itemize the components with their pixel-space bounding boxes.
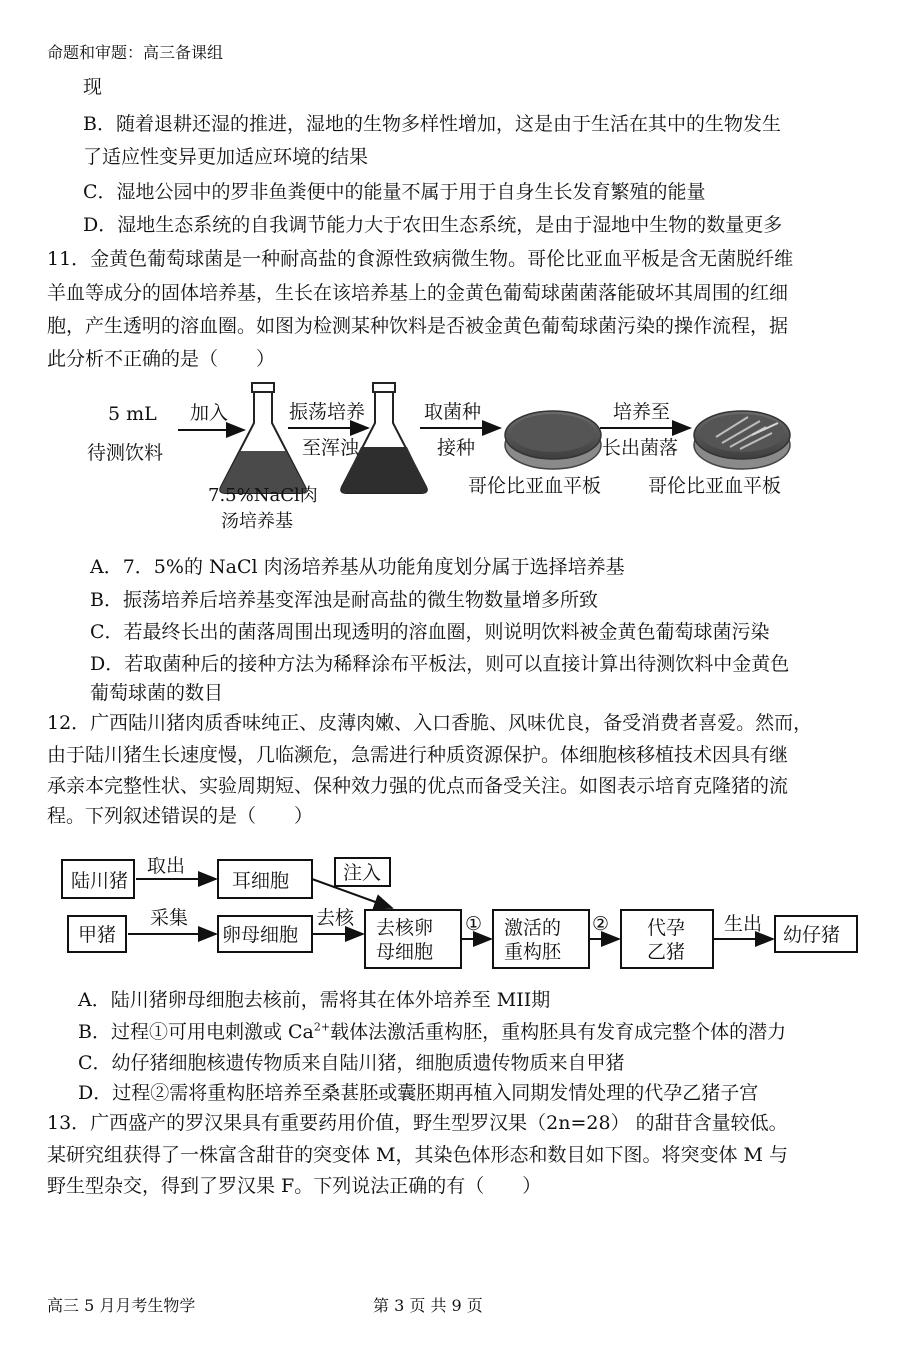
surrogate-label-1: 代孕 [647, 917, 686, 939]
q12-stem-line2: 由于陆川猪生长速度慢，几临濒危，急需进行种质资源保护。体细胞核移植技术因具有继 [47, 744, 789, 766]
medium-label-1: 7.5%NaCl肉 [208, 485, 318, 506]
q12-option-b [78, 1019, 786, 1045]
enucleated-label-2: 母细胞 [376, 941, 434, 963]
plate-label-2: 哥伦比亚血平板 [648, 475, 782, 497]
plate-label-1: 哥伦比亚血平板 [468, 475, 602, 497]
q10-option-d: D．湿地生态系统的自我调节能力大于农田生态系统，是由于湿地中生物的数量更多 [83, 214, 783, 236]
q12-option-b-post: 载体法激活重构胚，重构胚具有发育成完整个体的潜力 [330, 1021, 787, 1043]
surrogate-label-2: 乙猪 [647, 941, 686, 963]
q10-option-b-line1: B．随着退耕还湿的推进，湿地的生物多样性增加，这是由于生活在其中的生物发生 [83, 113, 781, 135]
q12-option-b-pre: B．过程①可用电刺激或 Ca [78, 1021, 314, 1043]
q12-option-a: A．陆川猪卵母细胞去核前，需将其在体外培养至 MII期 [78, 989, 551, 1011]
blood-plate-icon-1 [505, 411, 601, 469]
born-label: 生出 [724, 913, 763, 935]
q12-stem-line4: 程。下列叙述错误的是（ ） [47, 805, 314, 827]
q11-stem-line4: 此分析不正确的是（ ） [47, 348, 276, 370]
q12-option-d: D．过程②需将重构胚培养至桑葚胚或囊胚期再植入同期发情处理的代孕乙猪子宫 [78, 1082, 759, 1104]
incubate-label-1: 培养至 [613, 401, 671, 423]
collect-label: 采集 [150, 907, 189, 929]
q11-option-c: C．若最终长出的菌落周围出现透明的溶血圈，则说明饮料被金黄色葡萄球菌污染 [90, 621, 770, 643]
q11-stem-line1: 11．金黄色葡萄球菌是一种耐高盐的食源性致病微生物。哥伦比亚血平板是含无菌脱纤维 [47, 248, 794, 270]
sample-volume-label: 5 mL [108, 403, 157, 425]
q11-stem-line2: 羊血等成分的固体培养基，生长在该培养基上的金黄色葡萄球菌菌落能破坏其周围的红细 [47, 282, 789, 304]
q10-option-b-line2: 了适应性变异更加适应环境的结果 [83, 146, 369, 168]
incubate-label-2: 长出菌落 [602, 437, 679, 459]
q11-stem-line3: 胞，产生透明的溶血圈。如图为检测某种饮料是否被金黄色葡萄球菌污染的操作流程，据 [47, 315, 789, 337]
q11-option-b: B．振荡培养后培养基变浑浊是耐高盐的微生物数量增多所致 [90, 589, 598, 611]
sample-name-label: 待测饮料 [87, 442, 164, 464]
q11-option-d-line2: 葡萄球菌的数目 [90, 682, 224, 704]
q12-stem-line3: 承亲本完整性状、实验周期短、保种效力强的优点而备受关注。如图表示培育克隆猪的流 [47, 775, 789, 797]
ear-cell-label: 耳细胞 [232, 870, 290, 892]
medium-label-2: 汤培养基 [221, 511, 293, 532]
page-header: 命题和审题：高三备课组 [47, 43, 224, 62]
luchuan-pig-label: 陆川猪 [71, 870, 129, 892]
inject-label: 注入 [343, 862, 382, 884]
add-label: 加入 [190, 402, 229, 424]
enucleated-label-1: 去核卵 [376, 917, 434, 939]
takeout-label: 取出 [147, 855, 186, 877]
enucleate-label: 去核 [316, 907, 355, 929]
footer-subject: 高三 5 月月考生物学 [47, 1296, 196, 1315]
q12-stem-line1: 12．广西陆川猪肉质香味纯正、皮薄肉嫩、入口香脆、风味优良，备受消费者喜爱。然而， [47, 712, 813, 734]
q11-option-d-line1: D．若取菌种后的接种方法为稀释涂布平板法，则可以直接计算出待测饮料中金黄色 [90, 653, 790, 675]
jia-pig-label: 甲猪 [78, 924, 117, 946]
piglet-label: 幼仔猪 [783, 924, 841, 946]
flask-icon-1 [220, 383, 306, 493]
q11-flow-diagram [0, 375, 900, 545]
footer-page-number: 第 3 页 共 9 页 [373, 1296, 483, 1315]
q13-stem-line3: 野生型杂交，得到了罗汉果 F。下列说法正确的有（ ） [47, 1175, 542, 1197]
q10-option-c: C．湿地公园中的罗非鱼粪便中的能量不属于用于自身生长发育繁殖的能量 [83, 181, 706, 203]
step1-label: ① [465, 913, 483, 935]
q13-stem-line2: 某研究组获得了一株富含甜苷的突变体 M，其染色体形态和数目如下图。将突变体 M 与 [47, 1144, 789, 1166]
activated-label-2: 重构胚 [504, 941, 562, 963]
shake-label-2: 至浑浊 [302, 437, 360, 459]
step2-label: ② [592, 913, 610, 935]
q12-cloning-flow-diagram [0, 850, 900, 975]
activated-label-1: 激活的 [504, 917, 562, 939]
q10-cont: 现 [83, 76, 103, 98]
oocyte-label: 卵母细胞 [222, 924, 299, 946]
q11-option-a: A．7．5%的 NaCl 肉汤培养基从功能角度划分属于选择培养基 [90, 556, 625, 578]
blood-plate-colonies-icon [694, 411, 790, 469]
shake-label-1: 振荡培养 [289, 401, 366, 423]
q13-stem-line1: 13．广西盛产的罗汉果具有重要药用价值，野生型罗汉果（2n=28） 的甜苷含量较低。 [47, 1112, 788, 1134]
q12-option-c: C．幼仔猪细胞核遗传物质来自陆川猪，细胞质遗传物质来自甲猪 [78, 1052, 625, 1074]
q12-option-b-sup: 2+ [313, 1020, 331, 1034]
pick-label-2: 接种 [437, 437, 476, 459]
pick-label-1: 取菌种 [424, 401, 482, 423]
